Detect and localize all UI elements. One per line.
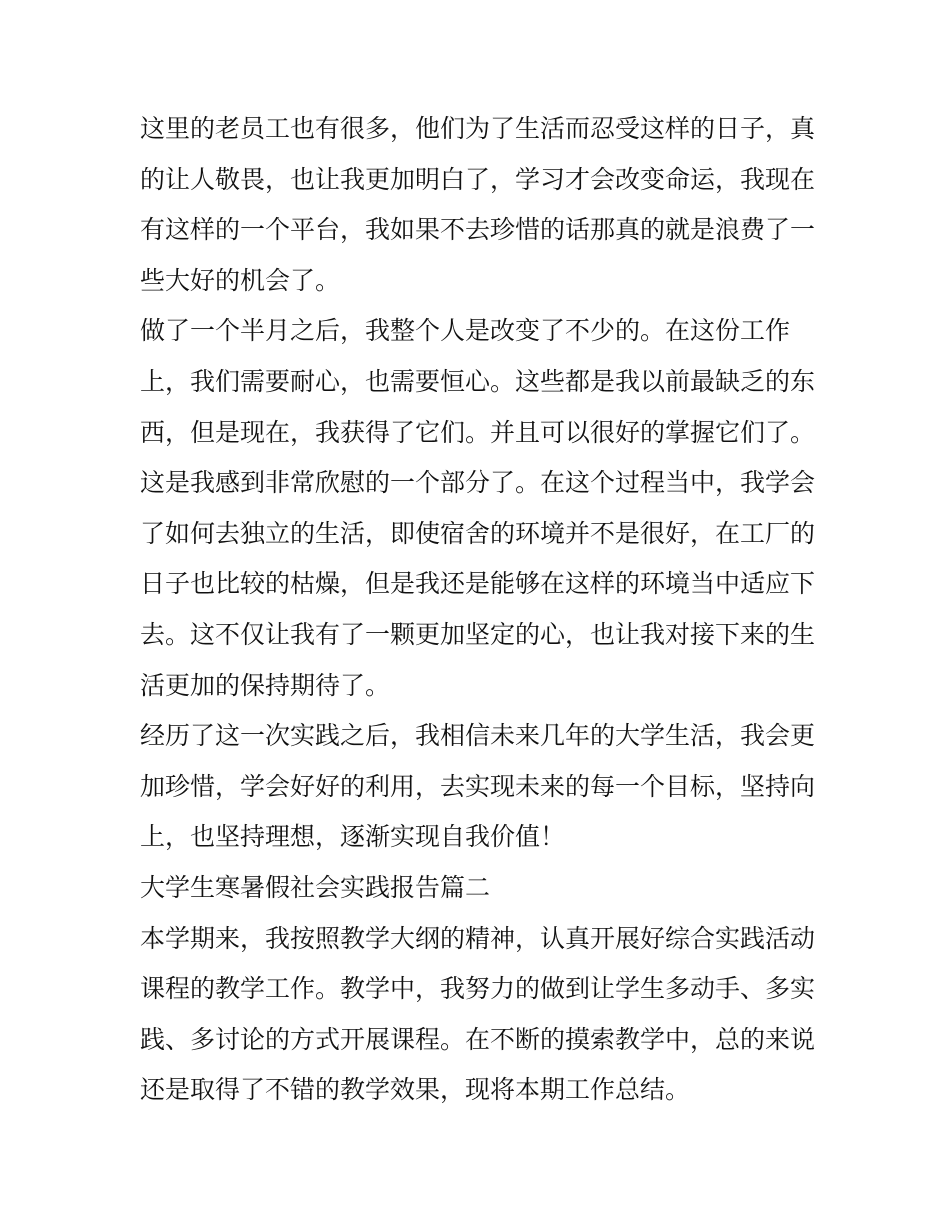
text-line: 上，也坚持理想，逐渐实现自我价值！	[140, 822, 566, 852]
text-line: 了如何去独立的生活，即使宿舍的环境并不是很好，在工厂的	[140, 518, 816, 548]
text-line: 做了一个半月之后，我整个人是改变了不少的。在这份工作	[140, 316, 791, 346]
text-line: 西，但是现在，我获得了它们。并且可以很好的掌握它们了。	[140, 417, 816, 447]
text-line: 经历了这一次实践之后，我相信未来几年的大学生活，我会更	[140, 721, 816, 751]
text-line: 的让人敬畏，也让我更加明白了，学习才会改变命运，我现在	[140, 164, 816, 194]
text-line: 活更加的保持期待了。	[140, 670, 391, 700]
text-line: 还是取得了不错的教学效果，现将本期工作总结。	[140, 1075, 691, 1105]
text-line: 践、多讨论的方式开展课程。在不断的摸索教学中，总的来说	[140, 1024, 816, 1054]
text-line: 上，我们需要耐心，也需要恒心。这些都是我以前最缺乏的东	[140, 366, 816, 396]
text-line: 些大好的机会了。	[140, 265, 341, 295]
document-body	[140, 104, 820, 1116]
section-heading: 大学生寒暑假社会实践报告篇二	[140, 872, 491, 902]
text-line: 本学期来，我按照教学大纲的精神，认真开展好综合实践活动	[140, 923, 816, 953]
text-line: 去。这不仅让我有了一颗更加坚定的心，也让我对接下来的生	[140, 619, 816, 649]
text-line: 有这样的一个平台，我如果不去珍惜的话那真的就是浪费了一	[140, 215, 816, 245]
text-line: 日子也比较的枯燥，但是我还是能够在这样的环境当中适应下	[140, 569, 816, 599]
text-line: 这里的老员工也有很多，他们为了生活而忍受这样的日子，真	[140, 114, 816, 143]
text-line: 这是我感到非常欣慰的一个部分了。在这个过程当中，我学会	[140, 468, 816, 498]
text-line: 加珍惜，学会好好的利用，去实现未来的每一个目标，坚持向	[140, 771, 816, 801]
text-line: 课程的教学工作。教学中，我努力的做到让学生多动手、多实	[140, 974, 816, 1004]
